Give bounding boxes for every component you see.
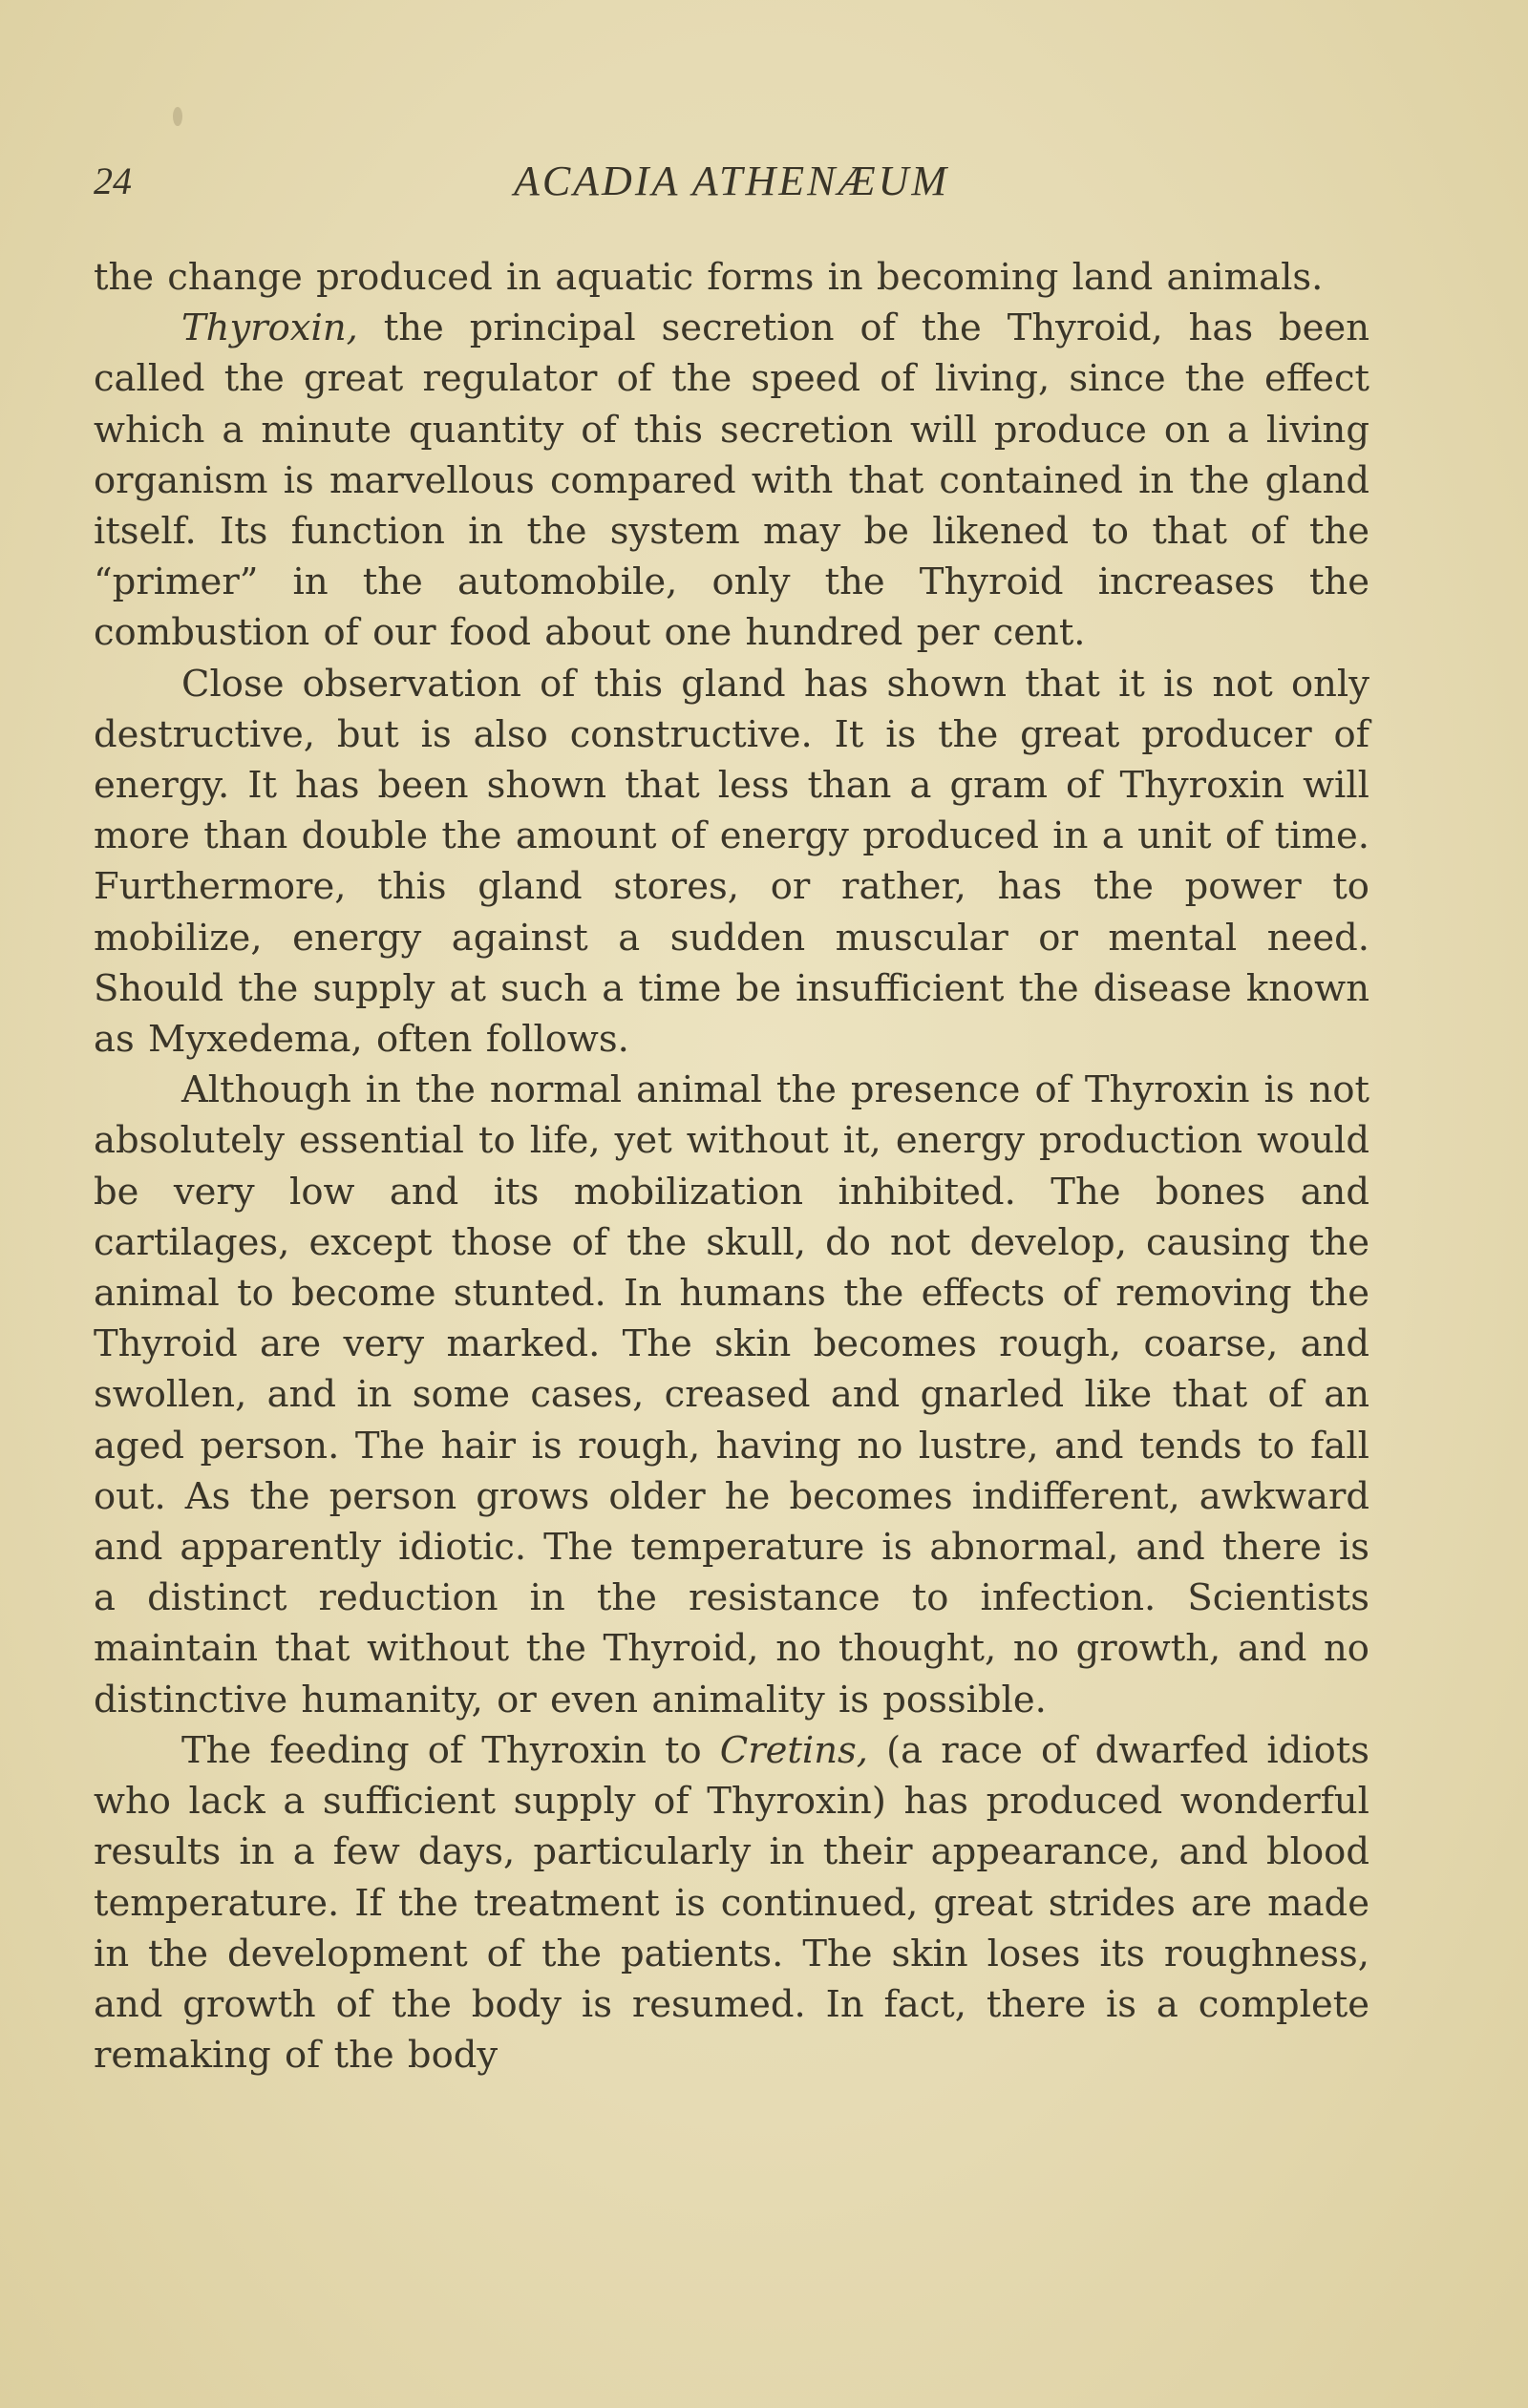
paragraph-text: Close observation of this gland has shown that it is not only destructive, but is also constructive. It is the great producer of energy. It has been shown that less than a gram of Thyroxin will more than double the amount of energy produced in a unit of time. Furthermore, this gland stores, or rather, has the power to mobilize, energy against a sudden muscular or mental need. Should the supply at such a time be insufficient the disease known as Myxedema, often follows. <box>94 662 1369 1062</box>
italic-term-cretins: Cretins, <box>719 1728 868 1772</box>
paragraph-continuation <box>94 252 1369 303</box>
paragraph-cretins <box>94 1725 1369 2081</box>
paragraph-text: the change produced in aquatic forms in becoming land animals. <box>94 256 1324 299</box>
paragraph-text: Although in the normal animal the presence of Thyroxin is not absolutely essential to life, yet without it, energy production would be very low and its mobilization inhibited. The bones and cartilages, except those of the skull, do not develop, causing the animal to become stunted. In humans the effects of removing the Thyroid are very marked. The skin becomes rough, coarse, and swollen, and in some cases, creased and gnarled like that of an aged person. The hair is rough, having no lustre, and tends to fall out. As the person grows older he becomes indifferent, awkward and apparently idiotic. The temperature is abnormal, and there is a distinct reduction in the resistance to infection. Scientists maintain that without the Thyroid, no thought, no growth, and no distinctive humanity, or even animality is possible. <box>94 1068 1369 1722</box>
article-body <box>94 252 1369 2081</box>
italic-term-thyroxin: Thyroxin, <box>181 306 358 350</box>
paragraph-text: The feeding of Thyroxin to <box>181 1728 720 1772</box>
page-number: 24 <box>94 159 132 202</box>
running-title: ACADIA ATHENÆUM <box>513 158 950 204</box>
ink-smudge <box>173 107 182 126</box>
paragraph-text: (a race of dwarfed idiots who lack a sufficient supply of Thyroxin) has produced wonderful results in a few days, particularly in their appearance, and blood temperature. If the treatment is continued, great strides are made in the development of the patients. The skin loses its roughness, and growth of the body is resumed. In fact, there is a complete remaking of the body <box>94 1728 1369 2078</box>
paragraph-thyroxin <box>94 303 1369 658</box>
paragraph-text: the principal secretion of the Thyroid, has been called the great regulator of the speed of living, since the effect which a minute quantity of this secretion will produce on a living organism is marvellous compared with that contained in the gland itself. Its function in the system may be likened to that of the “primer” in the automobile, only the Thyroid increases the combustion of our food about one hundred per cent. <box>94 306 1369 655</box>
paragraph-normal-animal <box>94 1065 1369 1725</box>
paragraph-observation <box>94 659 1369 1066</box>
page-header <box>94 155 1369 208</box>
